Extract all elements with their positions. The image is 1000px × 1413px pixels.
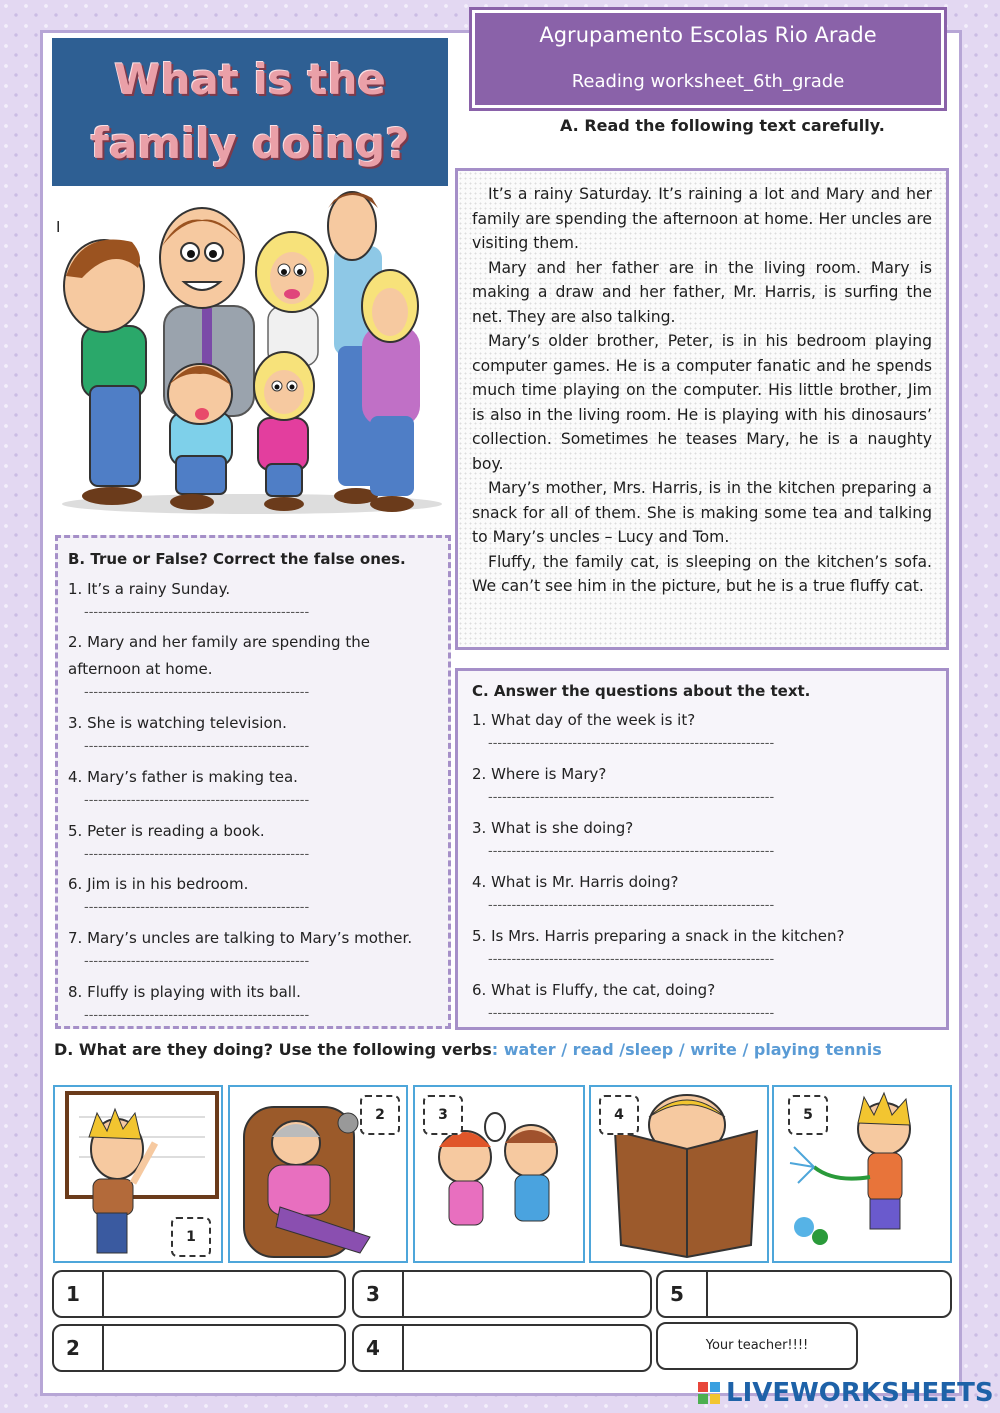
tf-question-text: 5. Peter is reading a book. [68,822,265,840]
c-question-5 [472,923,932,970]
answer-box-1[interactable] [52,1270,346,1318]
picture-tag-1: 1 [171,1217,211,1257]
section-d-heading [54,1040,882,1059]
c-answer-line[interactable]: ------------------------------------------------------------- [488,736,775,751]
picture-tag-4: 4 [599,1095,639,1135]
c-answer-line[interactable]: ------------------------------------------------------------- [488,1006,775,1021]
mary-figure [254,352,314,511]
page-title [52,38,448,176]
c-answer-line[interactable]: ------------------------------------------------------------- [488,898,775,913]
aunt-figure [256,232,328,366]
title-line-1: What is the [114,55,386,104]
text-paragraph: Mary’s mother, Mrs. Harris, is in the kitchen preparing a snack for all of them. She is making some tea and talking to Mary’s uncles – Lucy and Tom. [472,479,932,546]
teacher-note: Your teacher!!!! [656,1322,858,1370]
c-question-text: 4. What is Mr. Harris doing? [472,873,679,891]
verb-list: : water / read /sleep / write / playing tennis [491,1040,882,1059]
answer-number: 3 [354,1272,404,1316]
tf-question-text: 4. Mary’s father is making tea. [68,768,298,786]
tf-question-text: 3. She is watching television. [68,714,287,732]
answer-box-2[interactable] [52,1324,346,1372]
text-paragraph: Fluffy, the family cat, is sleeping on the kitchen’s sofa. We can’t see him in the picture, but he is a true fluffy cat. [472,552,932,595]
answer-box-5[interactable] [656,1270,952,1318]
answer-box-4[interactable] [352,1324,652,1372]
family-illustration [52,186,448,524]
tf-question-4 [68,764,434,811]
c-question-4 [472,869,932,916]
worksheet-subtitle: Reading worksheet_6th_grade [571,71,845,92]
reading-text-box [455,168,949,650]
older-boy-figure [64,240,146,505]
c-question-text: 1. What day of the week is it? [472,711,696,729]
tf-question-7 [68,925,434,972]
liveworksheets-logo-icon [698,1382,720,1406]
c-question-text: 5. Is Mrs. Harris preparing a snack in the kitchen? [472,927,845,945]
picture-frame-3 [413,1085,585,1263]
tf-answer-line[interactable]: ------------------------------------------------ [84,900,310,915]
school-name: Agrupamento Escolas Rio Arade [539,23,877,47]
questions-section [455,668,949,1030]
c-question-text: 2. Where is Mary? [472,765,607,783]
section-a-heading: A. Read the following text carefully. [560,116,885,135]
tf-answer-line[interactable]: ------------------------------------------------ [84,739,310,754]
c-question-2 [472,761,932,808]
answer-number: 4 [354,1326,404,1370]
jim-figure [168,364,232,510]
c-question-text: 3. What is she doing? [472,819,634,837]
section-b-heading: B. True or False? Correct the false ones. [68,550,406,568]
c-question-3 [472,815,932,862]
tf-answer-line[interactable]: ------------------------------------------------ [84,793,310,808]
tf-question-6 [68,871,434,918]
tf-question-1 [68,576,434,623]
picture-tag-2: 2 [360,1095,400,1135]
text-paragraph: Mary’s older brother, Peter, is in his bedroom playing computer games. He is a computer fanatic and he spends much time playing on the computer. His little brother, Jim is also in the living room. He is playing with his dinosaurs’ collection. Sometimes he teases Mary, he is a naughty boy. [472,332,932,473]
picture-frame-5 [772,1085,952,1263]
mom-figure [362,270,420,512]
picture-frame-4 [589,1085,769,1263]
tf-question-3 [68,710,434,757]
tf-answer-line[interactable]: ------------------------------------------------ [84,954,310,969]
answer-number: 2 [54,1326,104,1370]
c-question-6 [472,977,932,1024]
tf-question-5 [68,818,434,865]
tf-question-8 [68,979,434,1026]
tf-question-text: 2. Mary and her family are spending the afternoon at home. [68,633,370,678]
picture-frame-2 [228,1085,408,1263]
tf-question-text: 8. Fluffy is playing with its ball. [68,983,301,1001]
picture-tag-5: 5 [788,1095,828,1135]
section-c-heading: C. Answer the questions about the text. [472,682,811,700]
school-banner [472,10,944,108]
answer-number: 1 [54,1272,104,1316]
tf-question-text: 7. Mary’s uncles are talking to Mary’s mother. [68,929,413,947]
c-question-text: 6. What is Fluffy, the cat, doing? [472,981,716,999]
tf-answer-line[interactable]: ------------------------------------------------ [84,1008,310,1023]
tf-answer-line[interactable]: ------------------------------------------------ [84,605,310,620]
title-banner [52,38,448,186]
c-question-1 [472,707,932,754]
c-answer-line[interactable]: ------------------------------------------------------------- [488,790,775,805]
answer-number: 5 [658,1272,708,1316]
tf-answer-line[interactable]: ------------------------------------------------ [84,685,310,700]
text-paragraph: It’s a rainy Saturday. It’s raining a lot and Mary and her family are spending the afternoon at home. Her uncles are visiting them. [472,185,932,252]
c-answer-line[interactable]: ------------------------------------------------------------- [488,952,775,967]
tf-question-2 [68,629,434,703]
true-false-section [55,535,451,1029]
liveworksheets-logo[interactable]: LIVEWORKSHEETS [726,1378,994,1408]
tf-question-text: 1. It’s a rainy Sunday. [68,580,231,598]
title-line-2: family doing? [90,119,410,168]
picture-tag-3: 3 [423,1095,463,1135]
tf-answer-line[interactable]: ------------------------------------------------ [84,847,310,862]
picture-frame-1 [53,1085,223,1263]
tf-question-text: 6. Jim is in his bedroom. [68,875,249,893]
c-answer-line[interactable]: ------------------------------------------------------------- [488,844,775,859]
text-paragraph: Mary and her father are in the living room. Mary is making a draw and her father, Mr. Harris, is surfing the net. They are also talking. [472,258,932,326]
section-d-instruction: D. What are they doing? Use the following verbs [54,1040,492,1059]
answer-box-3[interactable] [352,1270,652,1318]
picture-label: I [56,218,61,236]
